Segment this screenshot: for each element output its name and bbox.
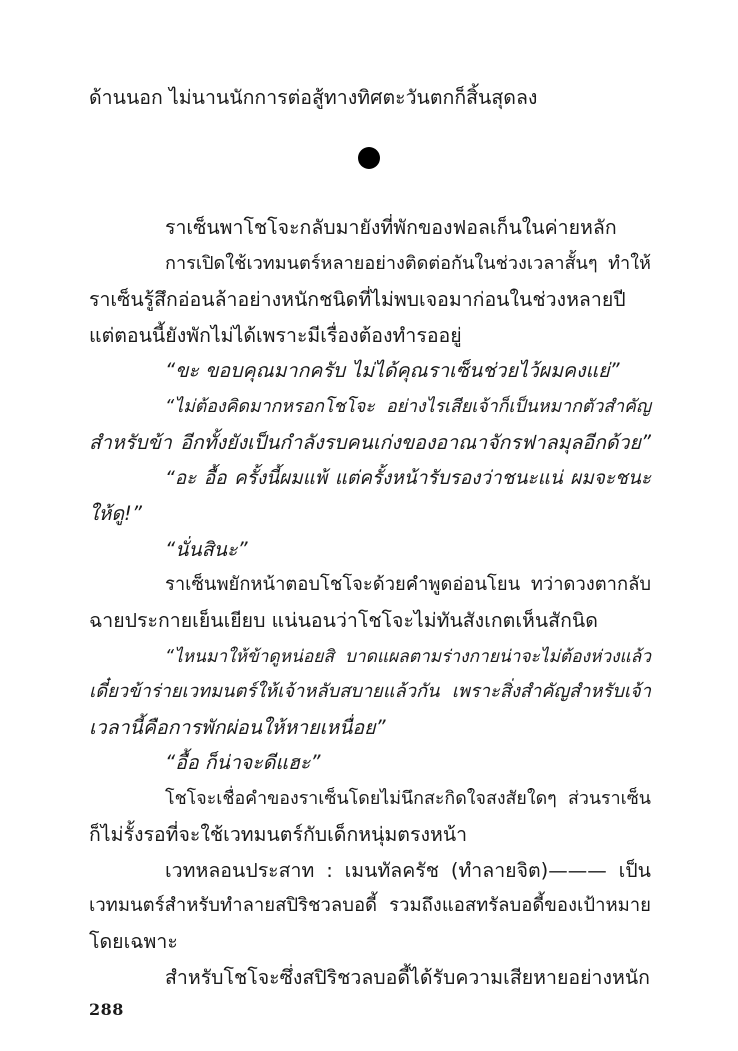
text-line-3: การเปิดใช้เวทมนตร์หลายอย่างติดต่อกันในช่วงเวลาสั้นๆ ทำให้ [165, 253, 651, 274]
text-line-22: โดยเฉพาะ [89, 930, 178, 953]
dialogue-line-9: “อะ อื้อ ครั้งนี้ผมแพ้ แต่ครั้งหน้ารับรองว่าชนะแน่ ผมจะชนะ [165, 467, 651, 489]
dialogue-line-6: “ขะ ขอบคุณมากครับ ไม่ได้คุณราเซ็นช่วยไว้ผมคงแย่” [165, 359, 620, 382]
dialogue-line-14: “ไหนมาให้ข้าดูหน่อยสิ บาดแผลตามร่างกายน่าจะไม่ต้องห่วงแล้ว [165, 647, 651, 667]
text-line-13: ฉายประกายเย็นเยียบ แน่นอนว่าโชโจะไม่ทันสังเกตเห็นสักนิด [89, 609, 598, 632]
dialogue-line-10: ให้ดู!” [89, 502, 142, 525]
text-line-2: ราเซ็นพาโชโจะกลับมายังที่พักของฟอลเก็นในค่ายหลัก [165, 216, 617, 239]
text-line-4: ราเซ็นรู้สึกอ่อนล้าอย่างหนักชนิดที่ไม่พบเจอมาก่อนในช่วงหลายปี [89, 288, 626, 311]
text-line-12: ราเซ็นพยักหน้าตอบโชโจะด้วยคำพูดอ่อนโยน ทว่าดวงตากลับ [165, 574, 651, 595]
text-line-18: โชโจะเชื่อคำของราเซ็นโดยไม่นึกสะกิดใจสงสัยใดๆ ส่วนราเซ็น [165, 788, 651, 809]
text-line-20: เวทหลอนประสาท : เมนทัลครัช (ทำลายจิต)——— เป็น [165, 859, 651, 882]
page-number: 288 [89, 1000, 124, 1019]
text-line-5: แต่ตอนนี้ยังพักไม่ได้เพราะมีเรื่องต้องทำรออยู่ [89, 324, 462, 347]
text-line-19: ก็ไม่รั้งรอที่จะใช้เวทมนตร์กับเด็กหนุ่มตรงหน้า [89, 823, 468, 846]
dialogue-line-11: “นั่นสินะ” [165, 538, 248, 561]
dialogue-line-7: “ไม่ต้องคิดมากหรอกโชโจะ อย่างไรเสียเจ้าก็เป็นหมากตัวสำคัญ [165, 397, 651, 417]
dialogue-line-16: เวลานี้คือการพักผ่อนให้หายเหนื่อย” [89, 716, 386, 739]
text-line-23: สำหรับโชโจะซึ่งสปิริชวลบอดี้ได้รับความเสียหายอย่างหนัก [165, 966, 650, 989]
text-line-1: ด้านนอก ไม่นานนักการต่อสู้ทางทิศตะวันตกก็สิ้นสุดลง [89, 86, 538, 109]
dialogue-line-8: สำหรับข้า อีกทั้งยังเป็นกำลังรบคนเก่งของอาณาจักรฟาลมุลอีกด้วย” [89, 431, 651, 454]
text-line-21: เวทมนตร์สำหรับทำลายสปิริชวลบอดี้ รวมถึงแอสทรัลบอดี้ของเป้าหมาย [89, 895, 651, 916]
section-break-dot [358, 147, 380, 169]
dialogue-line-15: เดี๋ยวข้าร่ายเวทมนตร์ให้เจ้าหลับสบายแล้วกัน เพราะสิ่งสำคัญสำหรับเจ้า [89, 681, 651, 702]
dialogue-line-17: “อื้อ ก็น่าจะดีแฮะ” [165, 751, 321, 774]
